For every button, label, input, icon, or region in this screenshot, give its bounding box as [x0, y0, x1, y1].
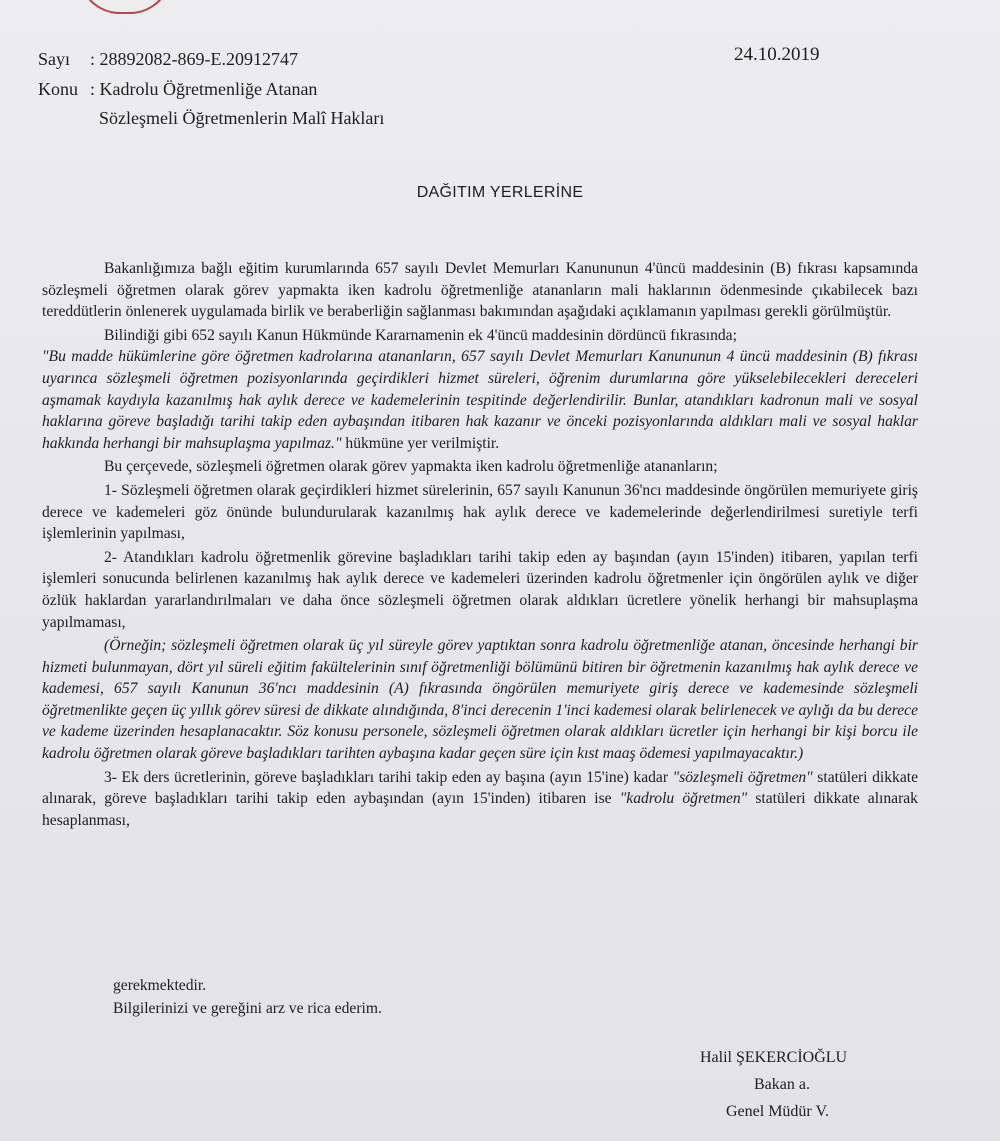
example-paragraph: (Örneğin; sözleşmeli öğretmen olarak üç yıl süreyle görev yaptıktan sonra kadrolu öğretmenliğe atanan, öncesinde herhangi bir hizmeti bulunmayan, dört yıl süreli eğitim fakültelerinin sınıf öğretmenliği bölümünü bitiren bir öğretmenin kazanılmış hak aylık derece ve kademesi, 657 sayılı Kanunun 36'ncı maddesinin (A) fıkrasında öngörülen memuriyete giriş derece ve kademesinde sözleşmeli öğretmenlikte geçen üç yıllık görev süresi de dikkate alındığında, 8'inci derecenin 1'inci kademesi olarak belirlenecek ve aylığı da bu derece ve kademe üzerinden hesaplanacaktır. Söz konusu personele, sözleşmeli öğretmen olarak aldıkları ücretler için herhangi bir kişi borcu ile kadrolu öğretmen olarak göreve başladıkları tarihten aybaşına kadar geçen süre için kıst maaş ödemesi yapılmayacaktır.): [42, 637, 918, 763]
closing-line-1: gerekmektedir.: [113, 977, 207, 994]
paragraph-2-intro: Bilindiği gibi 652 sayılı Kanun Hükmünde Kararnamenin ek 4'üncü maddesinin dördüncü fıkrasında;: [104, 326, 737, 344]
letter-body: [42, 258, 918, 831]
konu-row: [38, 79, 317, 100]
distribution-heading: DAĞITIM YERLERİNE: [416, 184, 584, 201]
seal-fragment: [78, 0, 172, 14]
paragraph-2-quote-block: [42, 346, 918, 454]
sayi-row: [38, 49, 298, 70]
item-3: [42, 767, 918, 832]
document-date: 24.10.2019: [734, 44, 820, 65]
signatory-title-1: Bakan a.: [754, 1076, 810, 1093]
item-3-part-c: statüleri dikkate alınarak hesaplanması,: [42, 790, 918, 829]
legal-quote: "Bu madde hükümlerine göre öğretmen kadrolarına atananların, 657 sayılı Devlet Memurları Kanununun 4 üncü maddesinin (B) fıkrası uyarınca sözleşmeli öğretmen pozisyonlarında geçirdikleri hizmet süreleri, öğrenim durumlarına göre yükselebilecekleri dereceleri aşmamak kaydıyla kazanılmış hak aylık derece ve kademelerinin tespitinde değerlendirilir. Bunlar, atandıkları kadronun mali ve sosyal haklarına göreve başladığı tarihi takip eden aybaşından itibaren hak kazanır ve önceki pozisyonlarında aldıkları mali ve sosyal haklar hakkında herhangi bir mahsuplaşma yapılmaz.": [42, 348, 918, 452]
item-3-quote-1: "sözleşmeli öğretmen": [672, 768, 813, 786]
item-1: 1- Sözleşmeli öğretmen olarak geçirdikleri hizmet sürelerinin, 657 sayılı Kanunun 36'ncı maddesinde öngörülen memuriyete giriş derece ve kademeleri göz önünde bulundurularak kazanılmış hak aylık derece ve kademelerinde değerlendirilmesi suretiyle terfi işlemlerinin yapılması,: [42, 481, 918, 543]
sayi-label: Sayı: [38, 49, 71, 69]
signature-block: [700, 1044, 900, 1125]
item-3-part-b: statüleri dikkate alınarak, göreve başladıkları tarihi takip eden aybaşından (ayın 15'inden) itibaren ise: [42, 768, 918, 808]
sayi-value: : 28892082-869-E.20912747: [90, 49, 298, 69]
paragraph-2-end: hükmüne yer verilmiştir.: [341, 434, 500, 452]
signatory-name: Halil ŞEKERCİOĞLU: [700, 1049, 848, 1066]
item-3-quote-2: "kadrolu öğretmen": [619, 790, 748, 808]
konu-line2: Sözleşmeli Öğretmenlerin Malî Hakları: [99, 108, 385, 128]
paragraph-1: Bakanlığımıza bağlı eğitim kurumlarında 657 sayılı Devlet Memurları Kanununun 4'üncü maddesinin (B) fıkrası kapsamında sözleşmeli öğretmen olarak görev yapmakta iken kadrolu öğretmenliğe atananların mali haklarının ödenmesinde çıkabilecek bazı tereddütlerin önlenerek uygulamada birlik ve beraberliğin sağlanması bakımından aşağıdaki açıklamanın yapılması gerekli görülmüştür.: [42, 260, 918, 321]
paragraph-3: Bu çerçevede, sözleşmeli öğretmen olarak görev yapmakta iken kadrolu öğretmenliğe atananların;: [104, 458, 718, 476]
item-3-part-a: 3- Ek ders ücretlerinin, göreve başladıkları tarihi takip eden ay başına (ayın 15'ine) kadar: [104, 768, 673, 786]
signatory-title-2: Genel Müdür V.: [726, 1103, 829, 1120]
konu-line1: : Kadrolu Öğretmenliğe Atanan: [90, 79, 318, 99]
closing-line-2: Bilgilerinizi ve gereğini arz ve rica ederim.: [113, 1000, 382, 1017]
item-2: 2- Atandıkları kadrolu öğretmenlik görevine başladıkları tarihi takip eden ay başından (ayın 15'inden) itibaren, yapılan terfi işlemleri sonucunda belirlenen kazanılmış hak aylık derece ve kademeleri üzerinden kadrolu öğretmenler için öngörülen aylık ve diğer özlük haklardan yararlandırılmaları ve daha önce sözleşmeli öğretmen olarak aldıkları ücretlere yönelik herhangi bir mahsuplaşma yapılmaması,: [42, 548, 918, 631]
konu-label: Konu: [38, 79, 78, 99]
